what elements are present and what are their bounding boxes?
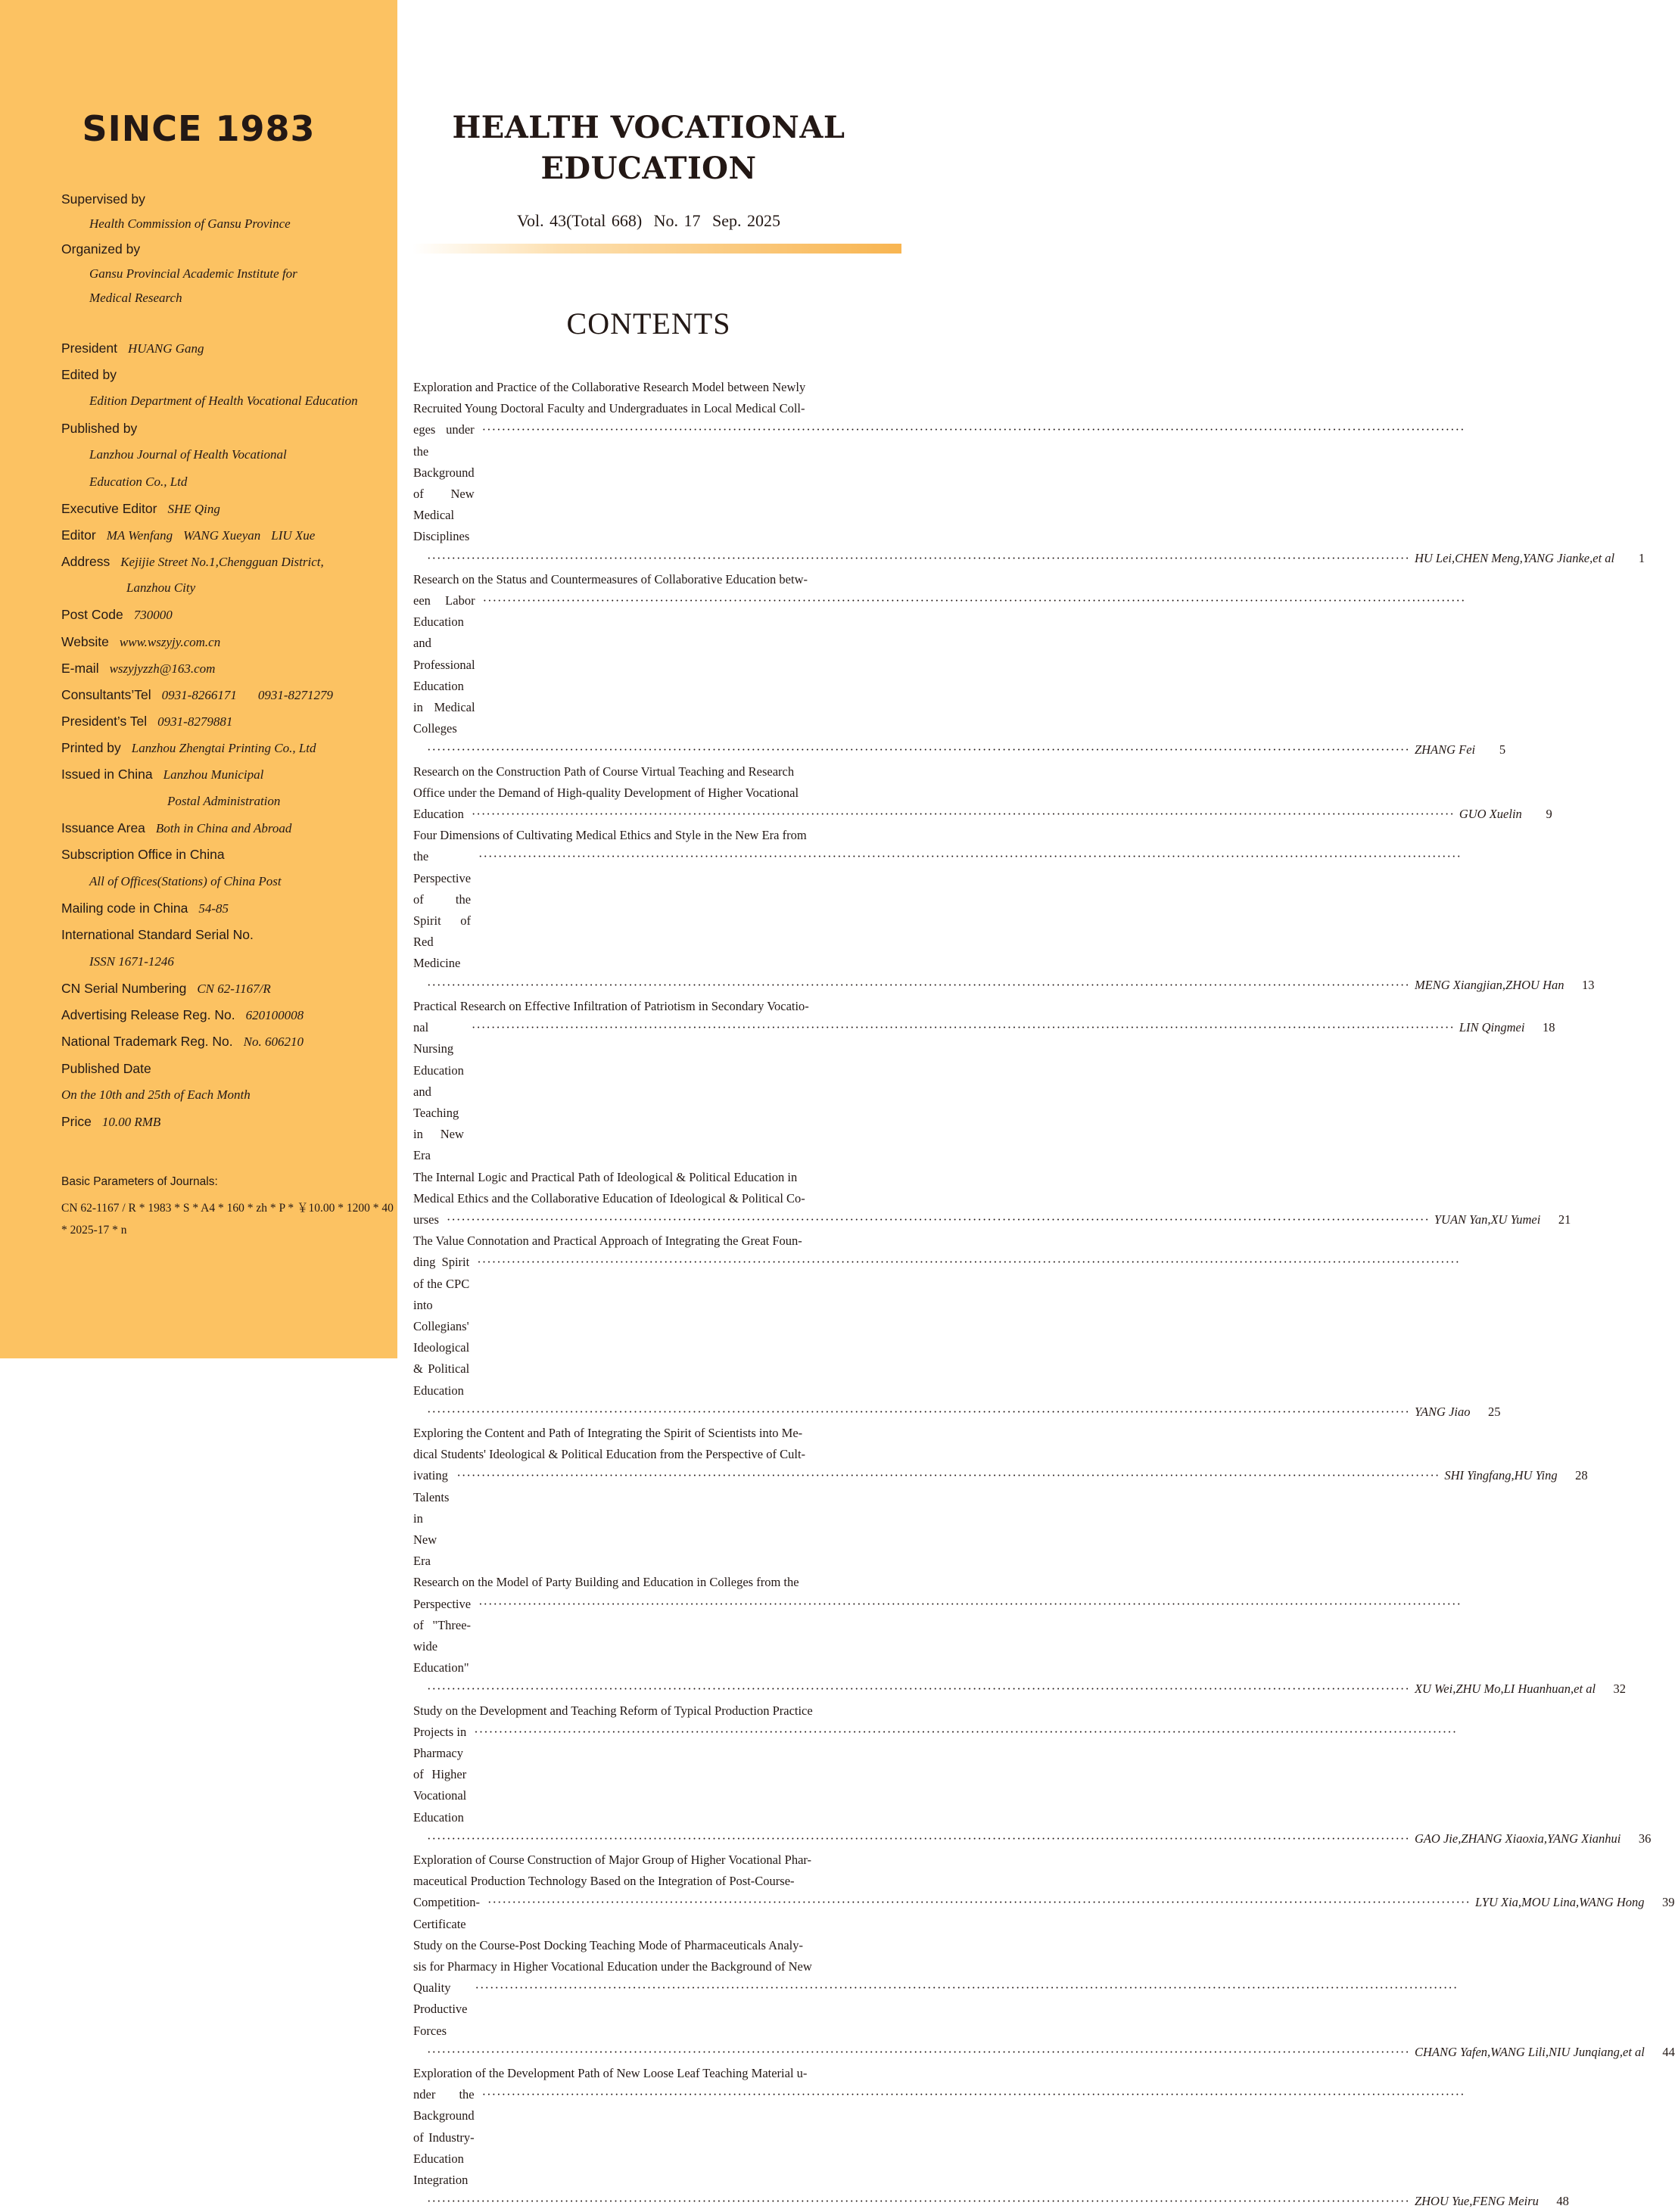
published-date-value-row	[61, 1087, 394, 1103]
journal-title: HEALTH VOCATIONAL EDUCATION	[452, 110, 845, 186]
issued-row	[61, 767, 394, 782]
published-date-value: On the 10th and 25th of Each Month	[61, 1087, 251, 1102]
leader-dots: ········································································································································································································	[427, 1831, 1410, 1846]
toc-entry	[413, 1850, 1675, 1935]
toc-page-number: 36	[1638, 1831, 1652, 1846]
issn-value: ISSN 1671-1246	[89, 954, 174, 969]
toc-title-text: eges under the Background of New Medical Disciplines	[413, 422, 475, 544]
leader-dots: ········································································································································································································	[474, 1724, 1458, 1739]
address-value-2: Lanzhou City	[126, 580, 196, 595]
toc-title-line: maceutical Production Technology Based on the Integration of Post-Course-	[413, 1874, 795, 1889]
email-row	[61, 661, 394, 677]
toc-title-text: Education	[413, 807, 464, 822]
toc-title-line	[413, 804, 1552, 825]
issue-line	[397, 211, 900, 231]
supervised-row	[61, 191, 394, 207]
toc-title-line	[413, 1465, 1588, 1572]
toc-author-line	[413, 1828, 1652, 1850]
postcode-row	[61, 607, 394, 623]
toc-author-line	[413, 2042, 1675, 2063]
toc-authors: YUAN Yan,XU Yumei	[1434, 1212, 1541, 1227]
address-label: Address	[61, 554, 111, 569]
trademark-value: No. 606210	[243, 1034, 304, 1049]
published-value-row-2	[61, 474, 422, 490]
toc-page-number: 28	[1575, 1468, 1588, 1483]
issuance-area-row	[61, 820, 394, 836]
toc-title-line: The Value Connotation and Practical Approach of Integrating the Great Foun-	[413, 1234, 802, 1249]
mailing-code-label: Mailing code in China	[61, 901, 188, 916]
toc-authors: GUO Xuelin	[1459, 807, 1522, 822]
toc-entry	[413, 1700, 1652, 1850]
toc-title-line	[413, 419, 1465, 547]
toc-entry	[413, 1423, 1588, 1572]
toc-entry	[413, 825, 1595, 996]
toc-page-number: 13	[1581, 977, 1595, 992]
issued-value-2: Postal Administration	[167, 794, 281, 808]
toc-authors: ZHANG Fei	[1414, 742, 1476, 758]
published-value-2: Education Co., Ltd	[89, 474, 188, 489]
editor-value-1: MA Wenfang	[106, 528, 173, 543]
volume-info: Vol. 43(Total 668)	[516, 211, 643, 230]
toc-entry	[413, 996, 1555, 1167]
president-tel-row	[61, 714, 394, 730]
consultants-tel-row	[61, 687, 394, 703]
advertising-row	[61, 1007, 394, 1023]
edited-value-row	[61, 394, 422, 409]
cn-serial-row	[61, 981, 394, 997]
issued-label: Issued in China	[61, 767, 153, 782]
leader-dots: ········································································································································································································	[481, 422, 1465, 437]
edited-label: Edited by	[61, 367, 117, 382]
toc-title-line: Study on the Development and Teaching Reform of Typical Production Practice	[413, 1703, 813, 1718]
toc-title-line	[413, 1017, 1555, 1166]
published-value-row-1	[61, 447, 422, 462]
toc-title-line: Office under the Demand of High-quality Development of Higher Vocational	[413, 785, 799, 800]
cn-serial-label: CN Serial Numbering	[61, 981, 187, 996]
leader-dots: ········································································································································································································	[487, 1895, 1471, 1910]
toc-title-line: Exploration and Practice of the Collaborative Research Model between Newly	[413, 380, 806, 394]
leader-dots: ········································································································································································································	[477, 1255, 1461, 1270]
published-value-1: Lanzhou Journal of Health Vocational	[89, 447, 287, 462]
toc-entry	[413, 569, 1506, 761]
toc-page-number: 44	[1662, 2044, 1675, 2059]
leader-dots: ········································································································································································································	[427, 2194, 1410, 2209]
toc-title-text: een Labor Education and Professional Education in Medical Colleges	[413, 593, 475, 736]
toc-title-line: The Internal Logic and Practical Path of Ideological & Political Education in	[413, 1169, 798, 1184]
toc-authors: LIN Qingmei	[1459, 1020, 1525, 1035]
subscription-value: All of Offices(Stations) of China Post	[89, 874, 282, 888]
leader-dots: ········································································································································································································	[427, 977, 1410, 992]
toc-entry	[413, 1935, 1675, 2063]
toc-entry	[413, 1167, 1571, 1231]
editor-row	[61, 527, 394, 543]
leader-dots: ········································································································································································································	[475, 1980, 1459, 1996]
toc-page-number: 48	[1556, 2194, 1569, 2209]
organized-value-2: Medical Research	[89, 291, 182, 305]
toc-authors: XU Wei,ZHU Mo,LI Huanhuan,et al	[1414, 1682, 1596, 1697]
printed-row	[61, 740, 394, 756]
price-row	[61, 1114, 394, 1130]
toc-author-line	[413, 548, 1645, 569]
issuance-area-label: Issuance Area	[61, 820, 145, 835]
president-tel-value: 0931-8279881	[157, 714, 233, 729]
leader-dots: ········································································································································································································	[446, 1212, 1430, 1227]
leader-dots: ········································································································································································································	[427, 2044, 1410, 2059]
supervised-label: Supervised by	[61, 191, 145, 207]
basic-parameters-value: CN 62-1167 / R * 1983 * S * A4 * 160 * zh * P * ￥10.00 * 1200 * 40 * 2025-17 * n	[61, 1202, 394, 1237]
toc-author-line	[413, 975, 1595, 996]
toc-entry	[413, 377, 1645, 569]
contents-heading: CONTENTS	[566, 306, 731, 341]
toc-author-line	[413, 2191, 1569, 2212]
president-value: HUANG Gang	[127, 341, 204, 356]
editor-label: Editor	[61, 527, 96, 543]
toc-title-line	[413, 1594, 1462, 1679]
issued-value-1: Lanzhou Municipal	[163, 767, 264, 782]
website-row	[61, 634, 394, 650]
toc-title-line: dical Students' Ideological & Political Education from the Perspective of Cult-	[413, 1447, 806, 1462]
toc-title-line: sis for Pharmacy in Higher Vocational Education under the Background of New	[413, 1959, 812, 1974]
toc-title-text: urses	[413, 1212, 439, 1227]
toc-authors: LYU Xia,MOU Lina,WANG Hong	[1474, 1895, 1645, 1910]
leader-dots: ········································································································································································································	[456, 1468, 1440, 1483]
leader-dots: ········································································································································································································	[481, 2087, 1465, 2102]
leader-dots: ········································································································································································································	[427, 1682, 1410, 1697]
toc-title-text: nal Nursing Education and Teaching in New Era	[413, 1020, 464, 1163]
email-value: wszyjyzzh@163.com	[109, 661, 216, 676]
toc-title-line	[413, 1252, 1461, 1401]
advertising-label: Advertising Release Reg. No.	[61, 1007, 235, 1022]
organized-value-1: Gansu Provincial Academic Institute for	[89, 266, 297, 281]
toc-authors: ZHOU Yue,FENG Meiru	[1414, 2194, 1539, 2209]
address-row	[61, 554, 394, 570]
address-value-1: Kejijie Street No.1,Chengguan District,	[120, 555, 324, 569]
masthead-sidebar	[0, 0, 397, 1358]
published-row	[61, 421, 394, 437]
toc-title-line: Study on the Course-Post Docking Teaching Mode of Pharmaceuticals Analy-	[413, 1937, 803, 1952]
consultants-tel-value-2: 0931-8271279	[257, 688, 334, 702]
printed-label: Printed by	[61, 740, 121, 755]
toc-title-line: Exploring the Content and Path of Integrating the Spirit of Scientists into Me-	[413, 1425, 803, 1440]
leader-dots: ········································································································································································································	[471, 1020, 1455, 1035]
toc-title-line: Exploration of the Development Path of New Loose Leaf Teaching Material u-	[413, 2066, 808, 2081]
trademark-row	[61, 1034, 394, 1050]
president-tel-label: President’s Tel	[61, 714, 148, 729]
organized-value-row-2	[61, 291, 422, 306]
toc-title-line: Practical Research on Effective Infiltration of Patriotism in Secondary Vocatio-	[413, 998, 809, 1013]
leader-dots: ········································································································································································································	[471, 807, 1455, 822]
supervised-value-row	[61, 216, 422, 232]
toc-title-line	[413, 590, 1466, 739]
leader-dots: ········································································································································································································	[427, 742, 1410, 758]
toc-title-line: Exploration of Course Construction of Major Group of Higher Vocational Phar-	[413, 1853, 812, 1868]
toc-entry	[413, 1230, 1501, 1423]
supervised-value: Health Commission of Gansu Province	[89, 216, 291, 231]
toc-entry	[413, 761, 1552, 826]
published-date-label: Published Date	[61, 1061, 151, 1076]
toc-authors: MENG Xiangjian,ZHOU Han	[1414, 977, 1564, 992]
toc-entry	[413, 1572, 1627, 1700]
consultants-tel-label: Consultants’Tel	[61, 687, 151, 702]
organized-value-row-1	[61, 266, 422, 282]
issn-label: International Standard Serial No.	[61, 927, 254, 942]
toc-title-line	[413, 1892, 1675, 1934]
toc-authors: YANG Jiao	[1414, 1404, 1471, 1419]
editor-value-3: LIU Xue	[271, 528, 316, 543]
toc-title-line: Research on the Construction Path of Course Virtual Teaching and Research	[413, 764, 795, 779]
cn-serial-value: CN 62-1167/R	[197, 982, 271, 996]
leader-dots: ········································································································································································································	[478, 1596, 1462, 1611]
website-value: www.wszyjy.com.cn	[119, 635, 221, 649]
postcode-label: Post Code	[61, 607, 123, 622]
toc-page-number: 18	[1542, 1020, 1555, 1035]
toc-author-line	[413, 1678, 1627, 1700]
leader-dots: ········································································································································································································	[427, 550, 1410, 565]
toc-page-number: 32	[1613, 1682, 1627, 1697]
toc-page-number: 25	[1488, 1404, 1501, 1419]
issue-number: No. 17	[653, 211, 701, 230]
toc-author-line	[413, 739, 1506, 761]
toc-title-text: Projects in Pharmacy of Higher Vocational Education	[413, 1724, 467, 1825]
toc-title-line	[413, 1977, 1459, 2042]
advertising-value: 620100008	[245, 1008, 304, 1022]
toc-authors: CHANG Yafen,WANG Lili,NIU Junqiang,et al	[1414, 2044, 1645, 2059]
subscription-row	[61, 847, 394, 863]
toc-page-number: 5	[1499, 742, 1506, 758]
published-date-row	[61, 1061, 394, 1077]
mailing-code-value: 54-85	[198, 901, 229, 916]
basic-parameters-label: Basic Parameters of Journals:	[61, 1175, 218, 1188]
toc-title-text: Quality Productive Forces	[413, 1980, 468, 2038]
issn-value-row	[61, 954, 422, 969]
toc-title-line: Medical Ethics and the Collaborative Education of Ideological & Political Co-	[413, 1190, 805, 1206]
leader-dots: ········································································································································································································	[427, 1404, 1410, 1419]
toc-title-text: Competition-Certificate	[413, 1895, 480, 1931]
trademark-label: National Trademark Reg. No.	[61, 1034, 233, 1049]
toc-title-text: Perspective of "Three-wide Education"	[413, 1596, 472, 1675]
organized-label: Organized by	[61, 241, 141, 257]
organized-row	[61, 241, 394, 257]
toc-title-line: Four Dimensions of Cultivating Medical Ethics and Style in the New Era from	[413, 828, 807, 843]
since-heading: SINCE 1983	[82, 108, 316, 149]
toc-authors: GAO Jie,ZHANG Xiaoxia,YANG Xianhui	[1414, 1831, 1621, 1846]
price-value: 10.00 RMB	[101, 1115, 161, 1129]
toc-entry	[413, 2063, 1569, 2212]
toc-title-line	[413, 1209, 1571, 1230]
mailing-code-row	[61, 901, 394, 916]
toc-page-number: 21	[1558, 1212, 1571, 1227]
toc-title-text: the Perspective of the Spirit of Red Medicine	[413, 849, 472, 971]
postcode-value: 730000	[133, 608, 173, 622]
toc-title-text: nder the Background of Industry-Education Integration	[413, 2087, 475, 2188]
toc-authors: SHI Yingfang,HU Ying	[1444, 1468, 1558, 1483]
price-label: Price	[61, 1114, 92, 1129]
website-label: Website	[61, 634, 109, 649]
toc-authors: HU Lei,CHEN Meng,YANG Jianke,et al	[1414, 550, 1615, 565]
exec-editor-label: Executive Editor	[61, 501, 157, 516]
toc-title-text: ivating Talents in New Era	[413, 1468, 450, 1569]
subscription-label: Subscription Office in China	[61, 847, 225, 862]
toc-title-line	[413, 1722, 1458, 1828]
published-label: Published by	[61, 421, 138, 436]
gradient-rule	[413, 244, 901, 254]
editor-value-2: WANG Xueyan	[183, 528, 261, 543]
toc-title-line	[413, 846, 1462, 974]
toc-page-number: 9	[1546, 807, 1552, 822]
toc-page-number: 1	[1638, 550, 1645, 565]
consultants-tel-value-1: 0931-8266171	[161, 688, 237, 702]
toc-title-line	[413, 2084, 1465, 2191]
edited-row	[61, 367, 394, 383]
printed-value: Lanzhou Zhengtai Printing Co., Ltd	[131, 741, 316, 755]
email-label: E-mail	[61, 661, 99, 676]
toc-title-line: Recruited Young Doctoral Faculty and Undergraduates in Local Medical Coll-	[413, 401, 805, 416]
contents-panel	[397, 0, 1675, 2209]
toc-author-line	[413, 1402, 1501, 1423]
president-row	[61, 341, 394, 356]
toc-title-line: Research on the Status and Countermeasures of Collaborative Education betw-	[413, 571, 808, 586]
leader-dots: ········································································································································································································	[478, 849, 1462, 864]
toc-page-number: 39	[1662, 1895, 1675, 1910]
edited-value: Edition Department of Health Vocational Education	[89, 394, 358, 408]
president-label: President	[61, 341, 117, 356]
toc-title-text: ding Spirit of the CPC into Collegians' Ideological & Political Education	[413, 1255, 470, 1398]
exec-editor-row	[61, 501, 394, 517]
toc-title-line: Research on the Model of Party Building and Education in Colleges from the	[413, 1575, 799, 1590]
exec-editor-value: SHE Qing	[167, 502, 220, 516]
toc-list	[413, 377, 1675, 2212]
issue-date: Sep. 2025	[712, 211, 781, 230]
subscription-value-row	[61, 874, 422, 889]
leader-dots: ········································································································································································································	[482, 593, 1466, 608]
issuance-area-value: Both in China and Abroad	[155, 821, 292, 835]
issn-row	[61, 927, 394, 943]
